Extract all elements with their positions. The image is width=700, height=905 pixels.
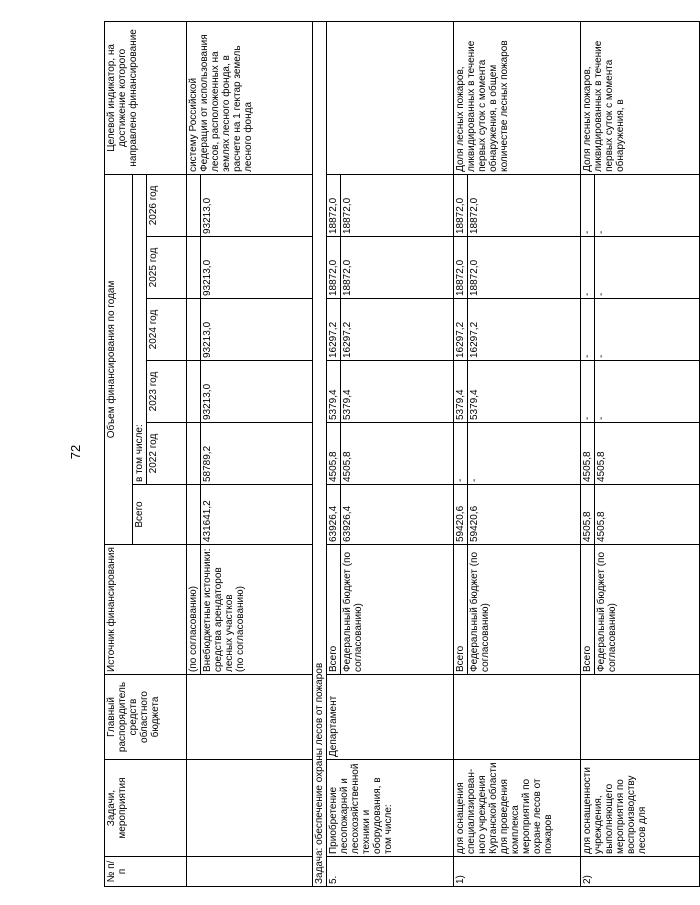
row-manager — [581, 675, 700, 760]
row-number: 5. — [327, 857, 454, 887]
row-indicator: Доля лесных пожаров, ликвидированных в течение первых суток с момента обнаружения, в общем количестве лесных пожаров — [454, 21, 581, 174]
header-year: 2023 год — [147, 361, 187, 423]
cont-manager-cell — [187, 675, 313, 760]
header-year: 2024 год — [147, 299, 187, 361]
header-manager: Главный распорядитель средств областного бюджета — [105, 675, 187, 760]
header-source: Источник финансирования — [105, 545, 187, 675]
row-total: 63926,4 — [341, 485, 454, 545]
row-year-value: 5379,4 — [327, 361, 341, 423]
row-total: 4505,8 — [581, 485, 595, 545]
row-task: для оснащенности учреждения, выполняющего мероприятия по воспроизводству лесов для — [581, 760, 700, 857]
header-volume: Объем финансирования по годам — [105, 174, 133, 544]
row-number: 2) — [581, 857, 700, 887]
cont-value: 93213,0 — [201, 361, 313, 423]
row-task: для оснащения специализирован-ного учреждения Курганской области для проведения комплекса мероприятий по охране лесов от пожаров — [454, 760, 581, 857]
row-year-value: 18872,0 — [327, 174, 341, 236]
header-task: Задачи, мероприятия — [105, 760, 187, 857]
table-row — [581, 21, 595, 886]
cont-value: 93213,0 — [201, 237, 313, 299]
cont-empty — [187, 485, 201, 545]
row-source: Всего — [454, 545, 468, 675]
row-year-value: 4505,8 — [327, 423, 341, 485]
row-manager: Департамент — [327, 675, 454, 760]
header-year: 2026 год — [147, 174, 187, 236]
row-year-value: - — [595, 237, 700, 299]
row-year-value: - — [581, 361, 595, 423]
row-year-value: 18872,0 — [468, 237, 581, 299]
row-year-value: 18872,0 — [454, 174, 468, 236]
row-source: Федеральный бюджет (по согласованию) — [468, 545, 581, 675]
row-total: 59420,6 — [468, 485, 581, 545]
row-year-value: 16297,2 — [468, 299, 581, 361]
row-year-value: 18872,0 — [327, 237, 341, 299]
row-indicator: Доля лесных пожаров, ликвидированных в течение первых суток с момента обнаружения, в — [581, 21, 700, 174]
row-year-value: 5379,4 — [468, 361, 581, 423]
row-year-value: 4505,8 — [341, 423, 454, 485]
cont-empty — [187, 299, 201, 361]
cont-total: 431641,2 — [201, 485, 313, 545]
row-source: Федеральный бюджет (по согласованию) — [341, 545, 454, 675]
cont-empty — [187, 361, 201, 423]
row-total: 59420,6 — [454, 485, 468, 545]
row-year-value: 4505,8 — [595, 423, 700, 485]
row-total: 63926,4 — [327, 485, 341, 545]
header-incl: в том числе: — [133, 174, 147, 484]
row-year-value: 18872,0 — [341, 237, 454, 299]
cont-value: 58789,2 — [201, 423, 313, 485]
row-year-value: 4505,8 — [581, 423, 595, 485]
row-indicator — [327, 21, 454, 174]
row-year-value: - — [468, 423, 581, 485]
cont-task-cell — [187, 760, 313, 857]
table-row — [327, 21, 341, 886]
cont-num-cell — [187, 857, 313, 887]
cont-value: 93213,0 — [201, 174, 313, 236]
row-year-value: - — [595, 174, 700, 236]
row-year-value: 16297,2 — [341, 299, 454, 361]
cont-source-a: (по согласованию) — [187, 545, 201, 675]
row-year-value: 5379,4 — [454, 361, 468, 423]
header-indicator: Целевой индикатор, на достижение которого направлено финансирование — [105, 21, 187, 174]
row-total: 4505,8 — [595, 485, 700, 545]
cont-value: 93213,0 — [201, 299, 313, 361]
cont-empty — [187, 174, 201, 236]
cont-indicator: систему Российской Федерации от использования лесов, расположенных на землях лесного фонда, в расчете на 1 гектар земель лесного фонда — [187, 21, 313, 174]
table-row — [454, 21, 468, 886]
row-number: 1) — [454, 857, 581, 887]
row-year-value: - — [454, 423, 468, 485]
row-year-value: 16297,2 — [454, 299, 468, 361]
row-year-value: 18872,0 — [468, 174, 581, 236]
row-year-value: - — [581, 237, 595, 299]
row-manager — [454, 675, 581, 760]
row-year-value: - — [581, 174, 595, 236]
row-year-value: - — [595, 361, 700, 423]
page-number: 72 — [68, 444, 83, 460]
row-source: Всего — [581, 545, 595, 675]
task-title: Задача: обеспечение охраны лесов от пожаров — [313, 21, 327, 886]
cont-source-b: Внебюджетные источники: средства арендаторов лесных участков (по согласованию) — [201, 545, 313, 675]
row-year-value: 18872,0 — [341, 174, 454, 236]
row-task: Приобретение лесопожарной и лесохозяйственной техники и оборудования, в том числе: — [327, 760, 454, 857]
cont-empty — [187, 423, 201, 485]
row-year-value: - — [581, 299, 595, 361]
financing-table — [104, 21, 700, 887]
row-source: Всего — [327, 545, 341, 675]
header-num: № п/п — [105, 857, 187, 887]
row-year-value: 18872,0 — [454, 237, 468, 299]
row-year-value: - — [595, 299, 700, 361]
row-source: Федеральный бюджет (по согласованию) — [595, 545, 700, 675]
rotated-page — [104, 22, 648, 887]
cont-empty — [187, 237, 201, 299]
header-total: Всего — [133, 485, 187, 545]
row-year-value: 5379,4 — [341, 361, 454, 423]
header-year: 2025 год — [147, 237, 187, 299]
header-year: 2022 год — [147, 423, 187, 485]
row-year-value: 16297,2 — [327, 299, 341, 361]
